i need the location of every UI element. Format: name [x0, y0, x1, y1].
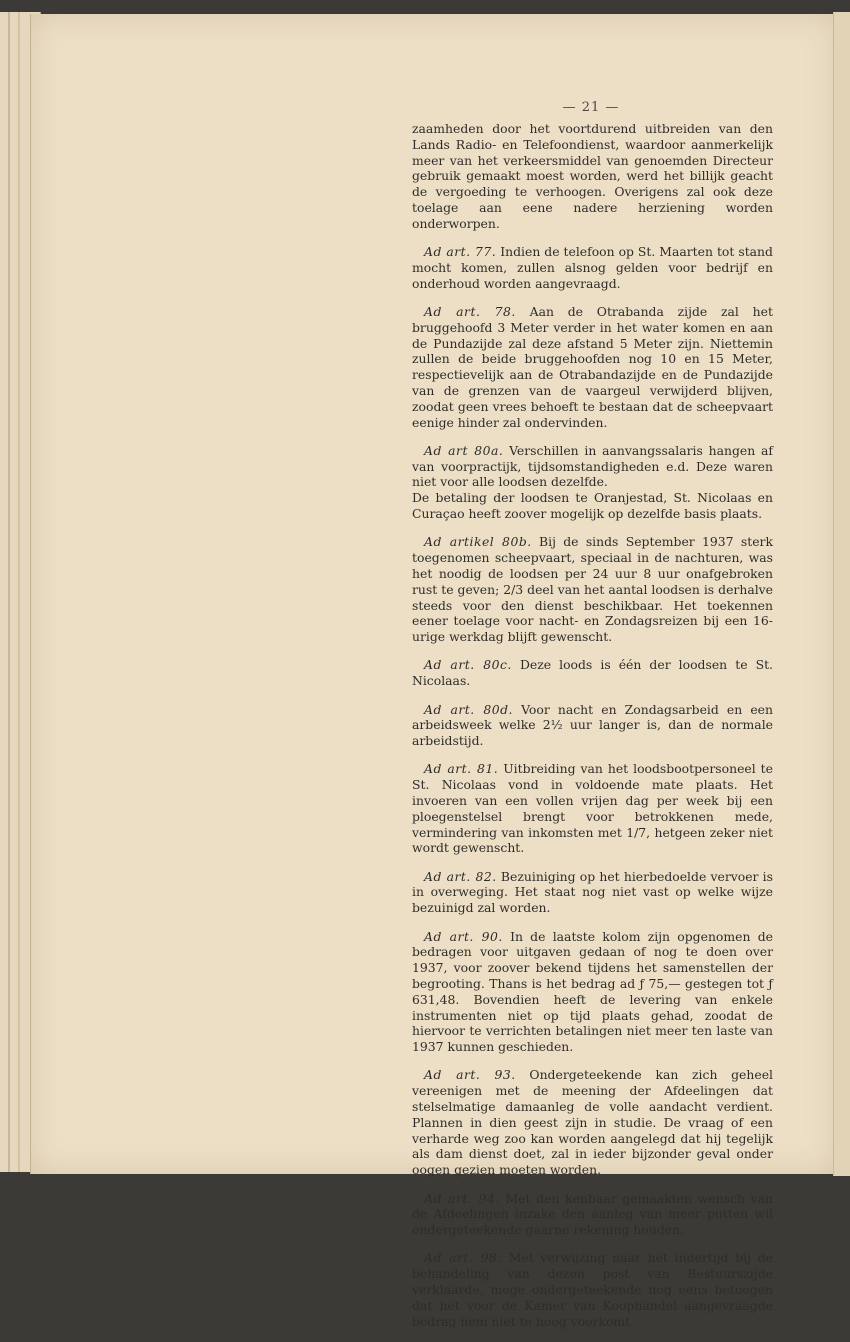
paragraph-art-78: Ad art. 78. Aan de Otrabanda zijde zal het bruggehoofd 3 Meter verder in het water komen en aan de Pundazijde zal deze afstand 5 Meter zijn. Niettemin zullen de beide bruggehoofden nog 10 en 15 Meter, respectievelijk aan de Otrabandazijde en de Pundazijde van de grenzen van de vaargeul verwijderd blijven, zoodat geen vrees behoeft te bestaan dat de scheepvaart eenige hinder zal ondervinden.	[412, 303, 773, 430]
page-number: — 21 —	[562, 100, 620, 115]
paragraph-art-93: Ad art. 93. Ondergeteekende kan zich geheel vereenigen met de meening der Afdeelingen dat stelselmatige damaanleg de volle aandacht verdient. Plannen in dien geest zijn in studie. De vraag of een verharde weg zoo kan worden aangelegd dat hij tegelijk als dam dienst doet, zal in ieder bijzonder geval onder oogen gezien moeten worden.	[412, 1067, 773, 1178]
article-reference: Ad art 80a.	[424, 442, 504, 458]
article-reference: Ad art. 80d.	[424, 701, 513, 717]
paragraph-art-98: Ad art. 98. Met verwijzing naar het indertijd bij de behandeling van dezen post van Bestuurszijde verklaarde, moge ondergeteekende nog eens betoogen dat het voor de Kamer van Koophandel aangevraagde bedrag hem niet te hoog voorkomt.	[412, 1250, 773, 1329]
article-reference: Ad art. 98.	[424, 1250, 502, 1266]
article-reference: Ad art. 82.	[424, 868, 497, 884]
paragraph-art-80b: Ad artikel 80b. Bij de sinds September 1937 sterk toegenomen scheepvaart, speciaal in de nachturen, was het noodig de loodsen per 24 uur 8 uur onafgebroken rust te geven; 2/3 deel van het aantal loodsen is derhalve steeds voor den dienst beschikbaar. Het toekennen eener toelage voor nacht- en Zondagsreizen bij een 16-urige werkdag blijft gewenscht.	[412, 534, 773, 645]
article-reference: Ad art. 94.	[424, 1190, 500, 1206]
paragraph-art-80d: Ad art. 80d. Voor nacht en Zondagsarbeid en een arbeidsweek welke 2½ uur langer is, dan de normale arbeidstijd.	[412, 701, 773, 749]
article-reference: Ad art. 90.	[424, 928, 503, 944]
article-reference: Ad artikel 80b.	[424, 534, 532, 550]
paragraph-art-94: Ad art. 94. Met den kenbaar gemaakten wensch van de Afdeelingen inzake den aanleg van meer putten wil ondergeteekende gaarne rekening houden.	[412, 1190, 773, 1238]
text-column	[412, 121, 773, 1342]
article-reference: Ad art. 81.	[424, 761, 499, 777]
paragraph-art-82: Ad art. 82. Bezuiniging op het hierbedoelde vervoer is in overweging. Het staat nog niet vast op welke wijze bezuinigd zal worden.	[412, 868, 773, 916]
article-reference: Ad art. 80c.	[424, 657, 512, 673]
paragraph-art-80c: Ad art. 80c. Deze loods is één der loodsen te St. Nicolaas.	[412, 657, 773, 689]
paragraph-art-80a: Ad art 80a. Verschillen in aanvangssalaris hangen af van voorpractijk, tijdsomstandigheden e.d. Deze waren niet voor alle loodsen dezelfde.	[412, 442, 773, 490]
article-reference: Ad art. 93.	[424, 1067, 516, 1083]
paragraph-art-80a-cont: De betaling der loodsen te Oranjestad, St. Nicolaas en Curaçao heeft zoover mogelijk op dezelfde basis plaats.	[412, 490, 773, 522]
paragraph-art-90: Ad art. 90. In de laatste kolom zijn opgenomen de bedragen voor uitgaven gedaan of nog te doen over 1937, voor zoover bekend tijdens het samenstellen der begrooting. Thans is het bedrag ad ƒ 75,— gestegen tot ƒ 631,48. Bovendien heeft de levering van enkele instrumenten niet op tijd plaats gehad, zoodat de hiervoor te verrichten betalingen niet meer ten laste van 1937 kunnen geschieden.	[412, 928, 773, 1055]
page-right-edge	[833, 12, 850, 1176]
paragraph-continuation: zaamheden door het voortdurend uitbreiden van den Lands Radio- en Telefoondienst, waardoor aanmerkelijk meer van het verkeersmiddel van genoemden Directeur gebruik gemaakt moest worden, werd het billijk geacht de vergoeding te verhoogen. Overigens zal ook deze toelage aan eene nadere herziening worden onderworpen.	[412, 121, 773, 231]
paragraph-art-81: Ad art. 81. Uitbreiding van het loodsbootpersoneel te St. Nicolaas vond in voldoende mate plaats. Het invoeren van een vollen vrijen dag per week bij een ploegenstelsel brengt voor betrokkenen mede, vermindering van inkomsten met 1/7, hetgeen zeker niet wordt gewenscht.	[412, 761, 773, 856]
paragraph-art-77: Ad art. 77. Indien de telefoon op St. Maarten tot stand mocht komen, zullen alsnog gelden voor bedrijf en onderhoud worden aangevraagd.	[412, 244, 773, 291]
article-reference: Ad art. 77.	[424, 244, 497, 260]
article-reference: Ad art. 78.	[424, 303, 516, 319]
